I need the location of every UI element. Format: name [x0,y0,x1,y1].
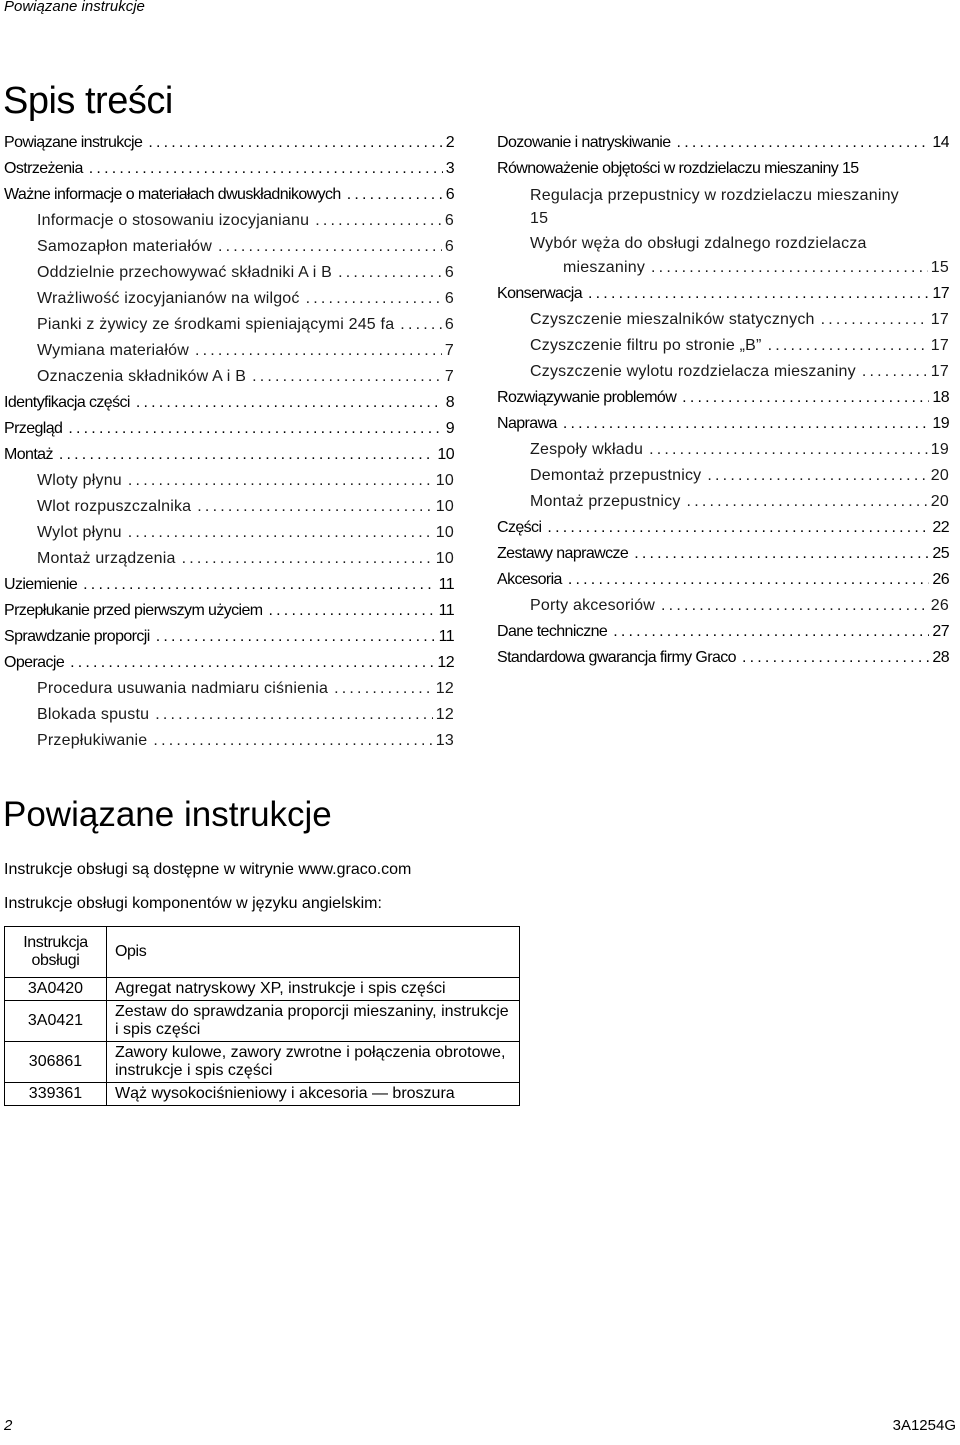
manual-description: Zawory kulowe, zawory zwrotne i połączenia obrotowe, instrukcje i spis części [107,1042,520,1083]
toc-entry-label: Regulacja przepustnicy w rozdzielaczu mieszaniny [530,187,899,204]
toc-page-number: 22 [932,519,949,536]
toc-page-number: 20 [930,493,949,510]
page-number: 2 [4,1417,13,1434]
toc-entry-label: Wybór węża do obsługi zdalnego rozdzielacza [530,235,867,252]
toc-entry-label: Procedura usuwania nadmiaru ciśnienia [37,680,329,697]
toc-entry[interactable] [497,515,949,541]
table-row [5,978,520,1001]
related-manuals-heading: Powiązane instrukcje [3,795,332,834]
toc-entry-label: Części [497,519,542,536]
toc-leader-dots [70,650,434,676]
toc-entry[interactable] [4,260,454,286]
running-header: Powiązane instrukcje [4,0,145,15]
toc-leader-dots [128,468,433,494]
toc-leader-dots [197,494,433,520]
toc-entry[interactable] [497,333,949,359]
toc-page-number: 6 [444,212,454,229]
toc-entry[interactable] [497,230,949,281]
table-row [5,1001,520,1042]
toc-entry-label: Równoważenie objętości w rozdzielaczu mieszaniny 15 [497,160,859,177]
toc-page-number: 6 [444,238,454,255]
toc-page-number: 13 [435,732,454,749]
manual-description: Agregat natryskowy XP, instrukcje i spis części [107,978,520,1001]
toc-page-number: 12 [435,706,454,723]
manual-description: Wąż wysokociśnieniowy i akcesoria — broszura [107,1083,520,1106]
toc-entry[interactable] [4,130,454,156]
toc-leader-dots [563,411,930,437]
toc-entry-label: Dozowanie i natryskiwanie [497,134,671,151]
toc-entry[interactable] [497,411,949,437]
toc-entry-label: Wylot płynu [37,524,122,541]
toc-page-number: 11 [438,576,454,593]
toc-page-number: 17 [930,337,949,354]
toc-entry[interactable] [4,416,454,442]
toc-page-number: 10 [435,472,454,489]
toc-leader-dots [547,515,929,541]
toc-leader-dots [128,520,433,546]
toc-entry[interactable] [4,156,454,182]
toc-entry[interactable] [497,385,949,411]
toc-page-number: 12 [435,680,454,697]
toc-entry-label: Operacje [4,654,65,671]
toc-right-column [497,130,949,671]
toc-page-number: 2 [445,134,454,151]
column-header-description: Opis [107,927,520,978]
toc-entry-label: Przegląd [4,420,63,437]
toc-entry[interactable] [4,520,454,546]
toc-page-number: 28 [932,649,949,666]
toc-page-number: 3 [445,160,454,177]
toc-entry-label: Oznaczenia składników A i B [37,368,247,385]
toc-leader-dots [634,541,929,567]
manual-number: 3A0421 [5,1001,107,1042]
toc-page-number: 19 [932,415,949,432]
toc-leader-dots [707,463,927,489]
toc-page-number: 11 [438,628,454,645]
toc-entry-label: Identyfikacja części [4,394,130,411]
toc-entry-label: Samozapłon materiałów [37,238,212,255]
toc-entry[interactable] [4,286,454,312]
toc-leader-dots [306,286,442,312]
toc-entry[interactable] [4,390,454,416]
toc-entry-label: Konserwacja [497,285,583,302]
toc-entry[interactable] [497,593,949,619]
toc-page-number: 27 [932,623,949,640]
toc-entry-label: Naprawa [497,415,557,432]
toc-page-number: 15 [930,259,949,276]
toc-entry[interactable] [497,130,949,156]
toc-page-number: 17 [930,363,949,380]
toc-entry[interactable] [4,182,454,208]
toc-entry-label: Ostrzeżenia [4,160,83,177]
toc-page-number: 7 [444,342,454,359]
toc-leader-dots [338,260,442,286]
toc-leader-dots [677,130,930,156]
toc-entry[interactable] [497,619,949,645]
toc-leader-dots [682,385,929,411]
toc-entry-label: Montaż urządzenia [37,550,176,567]
toc-leader-dots [89,156,443,182]
toc-entry-label: Pianki z żywicy ze środkami spieniającymi 245 fa [37,316,395,333]
toc-entry[interactable] [4,364,454,390]
toc-page-number: 17 [932,285,949,302]
toc-leader-dots [649,437,928,463]
manual-number: 339361 [5,1083,107,1106]
toc-leader-dots [768,333,928,359]
toc-page-number: 8 [445,394,454,411]
toc-entry-label: Wlot rozpuszczalnika [37,498,192,515]
toc-page-number: 7 [444,368,454,385]
toc-entry-label: Porty akcesoriów [530,597,656,614]
toc-page-number: 6 [444,290,454,307]
toc-page-number: 10 [435,550,454,567]
toc-entry[interactable] [497,645,949,671]
table-row [5,1042,520,1083]
toc-entry[interactable] [497,489,949,515]
toc-leader-dots [334,676,433,702]
toc-leader-dots [218,234,442,260]
toc-entry[interactable] [497,437,949,463]
toc-entry-label: Blokada spustu [37,706,150,723]
toc-entry-label: Zespoły wkładu [530,441,644,458]
component-manuals-text: Instrukcje obsługi komponentów w języku angielskim: [4,895,382,912]
toc-leader-dots [182,546,433,572]
manual-description: Zestaw do sprawdzania proporcji mieszaniny, instrukcje i spis części [107,1001,520,1042]
toc-entry[interactable] [4,546,454,572]
toc-entry[interactable] [4,208,454,234]
toc-leader-dots [588,281,929,307]
toc-leader-dots [155,702,433,728]
toc-page-number: 17 [930,311,949,328]
toc-leader-dots [252,364,442,390]
toc-entry-label: Czyszczenie filtru po stronie „B” [530,337,762,354]
toc-page-number: 25 [932,545,949,562]
toc-page-number: 10 [437,446,454,463]
toc-entry-label: Dane techniczne [497,623,608,640]
toc-page-number: 26 [932,571,949,588]
page-title: Spis treści [3,80,173,122]
toc-entry-label: Sprawdzanie proporcji [4,628,150,645]
related-manuals-table [4,926,520,1106]
column-header-manual: Instrukcja obsługi [5,927,107,978]
toc-leader-dots [269,598,436,624]
toc-entry-label: Uziemienie [4,576,78,593]
toc-entry-label: Powiązane instrukcje [4,134,143,151]
manuals-availability-text: Instrukcje obsługi są dostępne w witrynie www.graco.com [4,861,412,878]
toc-page-number: 9 [445,420,454,437]
toc-entry-label: Demontaż przepustnicy [530,467,702,484]
toc-entry[interactable] [4,468,454,494]
toc-entry[interactable] [4,234,454,260]
toc-entry-label: Akcesoria [497,571,562,588]
toc-entry[interactable] [4,728,454,754]
toc-entry[interactable] [4,338,454,364]
toc-leader-dots [315,208,442,234]
toc-entry-label: Montaż przepustnicy [530,493,681,510]
toc-entry[interactable] [4,702,454,728]
toc-entry[interactable] [497,182,949,230]
toc-entry[interactable] [497,541,949,567]
toc-page-number: 14 [932,134,949,151]
toc-leader-dots [153,728,432,754]
toc-page-number: 6 [445,186,454,203]
toc-page-number: 10 [435,498,454,515]
toc-entry-label: Ważne informacje o materiałach dwuskładnikowych [4,186,341,203]
toc-leader-dots [83,572,435,598]
toc-entry-label: Oddzielnie przechowywać składniki A i B [37,264,333,281]
toc-page-number: 20 [930,467,949,484]
table-row [5,1083,520,1106]
toc-entry-label: Rozwiązywanie problemów [497,389,677,406]
toc-leader-dots [136,390,443,416]
toc-entry[interactable] [497,156,949,182]
toc-entry-label: Przepłukanie przed pierwszym użyciem [4,602,263,619]
toc-entry[interactable] [497,281,949,307]
toc-leader-dots [195,338,442,364]
toc-entry[interactable] [4,312,454,338]
toc-entry-label: Wloty płynu [37,472,122,489]
toc-entry[interactable] [497,463,949,489]
toc-leader-dots [400,312,442,338]
toc-entry[interactable] [4,494,454,520]
document-id: 3A1254G [892,1417,956,1434]
toc-leader-dots [68,416,442,442]
toc-entry[interactable] [4,572,454,598]
toc-entry-label: Czyszczenie mieszalników statycznych [530,311,815,328]
toc-entry[interactable] [4,624,454,650]
toc-leader-dots [651,255,928,281]
toc-entry[interactable] [4,676,454,702]
toc-page-number: 19 [930,441,949,458]
toc-entry[interactable] [4,598,454,624]
toc-leader-dots [148,130,442,156]
toc-entry-label: Przepłukiwanie [37,732,148,749]
toc-leader-dots [568,567,930,593]
toc-entry-label: Zestawy naprawcze [497,545,629,562]
toc-entry[interactable] [497,359,949,385]
toc-page-number: 18 [932,389,949,406]
toc-leader-dots [156,624,436,650]
toc-page-number: 6 [444,316,454,333]
manual-number: 306861 [5,1042,107,1083]
toc-entry[interactable] [497,307,949,333]
toc-entry-label: Wrażliwość izocyjanianów na wilgoć [37,290,300,307]
table-header-row [5,927,520,978]
toc-page-number: 11 [438,602,454,619]
toc-leader-dots [59,442,435,468]
manual-number: 3A0420 [5,978,107,1001]
toc-entry-label-continued: mieszaniny [563,259,646,276]
toc-leader-dots [347,182,443,208]
toc-leader-dots [862,359,928,385]
toc-leader-dots [661,593,928,619]
toc-leader-dots [742,645,929,671]
toc-page-number: 6 [444,264,454,281]
toc-leader-dots [613,619,929,645]
toc-left-column [4,130,454,754]
toc-entry-label-continued: 15 [530,210,549,227]
toc-entry-label: Montaż [4,446,53,463]
toc-entry-label: Wymiana materiałów [37,342,189,359]
toc-entry[interactable] [4,650,454,676]
toc-leader-dots [821,307,928,333]
toc-page-number: 10 [435,524,454,541]
toc-page-number: 26 [930,597,949,614]
toc-entry-label: Czyszczenie wylotu rozdzielacza mieszaniny [530,363,856,380]
toc-entry[interactable] [4,442,454,468]
toc-entry[interactable] [497,567,949,593]
toc-entry-label: Standardowa gwarancja firmy Graco [497,649,736,666]
toc-leader-dots [687,489,928,515]
toc-entry-label: Informacje o stosowaniu izocyjanianu [37,212,310,229]
toc-page-number: 12 [437,654,454,671]
